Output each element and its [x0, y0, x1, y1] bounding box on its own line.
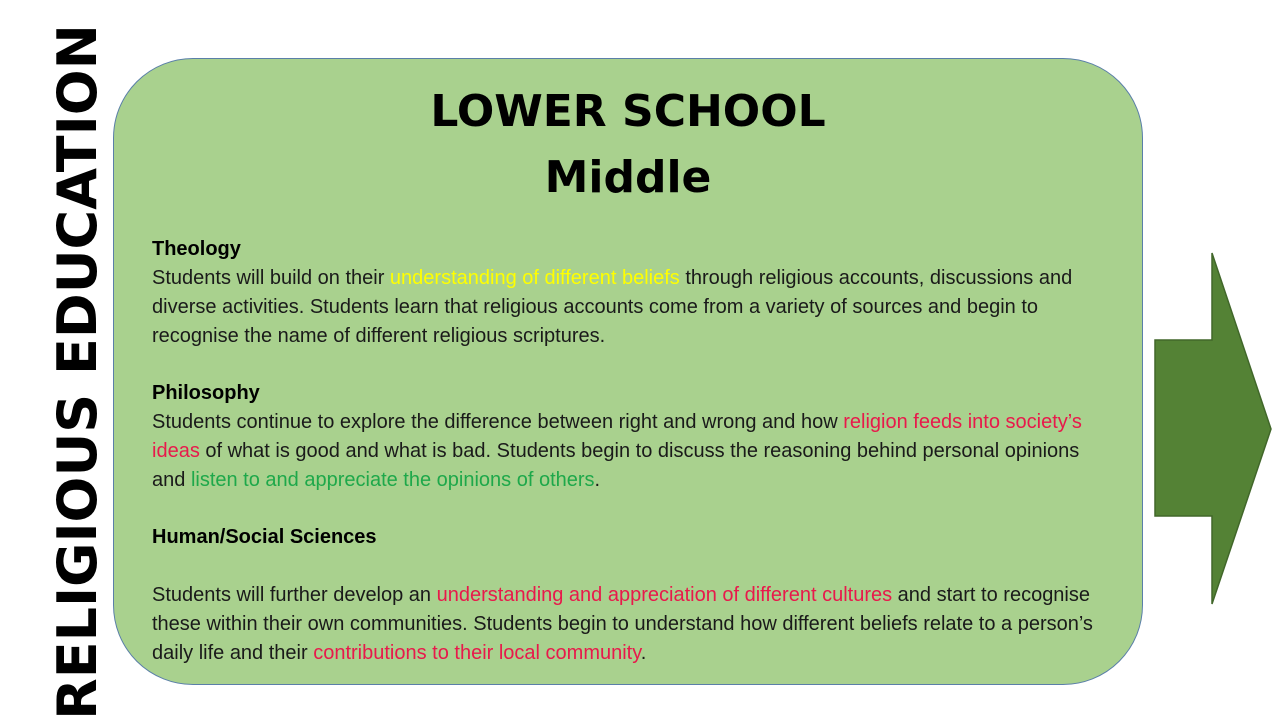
- philosophy-text-3: .: [594, 469, 601, 491]
- section-philosophy: [152, 379, 1112, 495]
- side-title: RELIGIOUS EDUCATION: [46, 24, 109, 720]
- human-highlight-1: understanding and appreciation of different cultures: [436, 584, 893, 606]
- right-arrow-shape: [1155, 253, 1271, 604]
- content-panel: [113, 58, 1143, 685]
- section-human-social-body: [152, 581, 1112, 668]
- theology-highlight: understanding of different beliefs: [389, 267, 680, 289]
- human-text-3: .: [640, 642, 647, 664]
- philosophy-text-1: Students continue to explore the difference between right and wrong and how: [152, 411, 844, 433]
- human-text-2: and start to recognise these within their own communities. Students begin to understand how different beliefs relate to a person’s daily life and their: [152, 584, 1093, 664]
- section-theology: [152, 235, 1112, 351]
- heading-school: LOWER SCHOOL: [430, 86, 826, 137]
- right-arrow-icon[interactable]: [1150, 250, 1278, 608]
- section-label-philosophy: Philosophy: [152, 382, 260, 404]
- theology-text-after: through religious accounts, discussions and diverse activities. Students learn that religious accounts come from a variety of sources and begin to recognise the name of different religious scriptures.: [152, 267, 1073, 347]
- theology-text-before: Students will build on their: [152, 267, 390, 289]
- section-human-social: [152, 523, 1112, 552]
- philosophy-highlight-2: listen to and appreciate the opinions of others: [190, 469, 595, 491]
- section-label-human-social: Human/Social Sciences: [152, 526, 377, 548]
- heading-level: Middle: [544, 152, 712, 203]
- philosophy-text-2: of what is good and what is bad. Students begin to discuss the reasoning behind personal opinions and: [152, 440, 1080, 491]
- human-text-1: Students will further develop an: [152, 584, 437, 606]
- section-label-theology: Theology: [152, 238, 241, 260]
- philosophy-highlight-1: religion feeds into society’s ideas: [152, 411, 1082, 462]
- human-highlight-2: contributions to their local community: [313, 642, 641, 664]
